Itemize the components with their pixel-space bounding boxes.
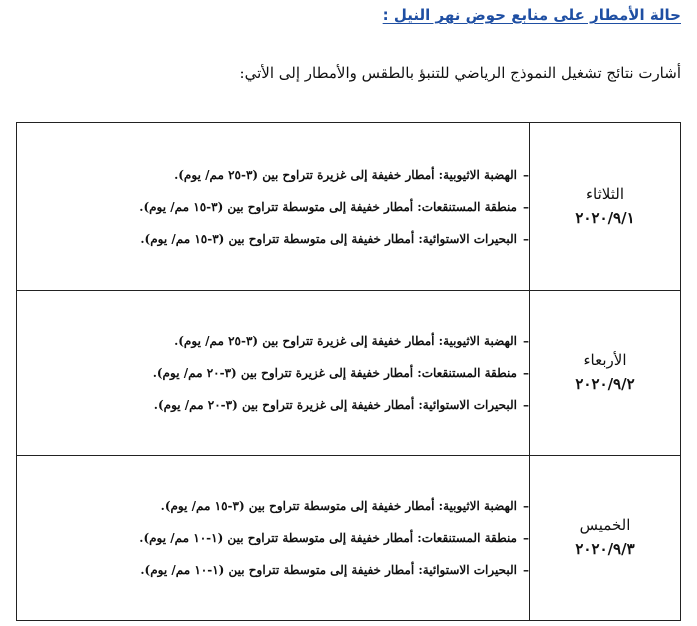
day-date: ٢٠٢٠/٩/٢ — [575, 375, 635, 393]
table-row — [17, 291, 681, 456]
dash-bullet: – — [523, 231, 529, 246]
table-row — [17, 456, 681, 621]
intro-paragraph: أشارت نتائج تشغيل النموذج الرياضي للتنبؤ بالطقس والأمطار إلى الأتي: — [239, 64, 681, 82]
list-item — [17, 554, 529, 586]
list-item-text: الهضبة الاثيوبية: أمطار خفيفة إلى متوسطة تتراوح بين (٣-١٥ مم/ يوم). — [160, 499, 517, 513]
table-row — [17, 123, 681, 291]
details-list — [17, 159, 529, 255]
page-title: حالة الأمطار على منابع حوض نهر النيل : — [382, 6, 681, 24]
list-item — [17, 159, 529, 191]
list-item-text: البحيرات الاستوائية: أمطار خفيفة إلى غزيرة تتراوح بين (٣-٢٠ مم/ يوم). — [153, 398, 517, 412]
list-item — [17, 490, 529, 522]
list-item — [17, 223, 529, 255]
dash-bullet: – — [523, 199, 529, 214]
details-list — [17, 490, 529, 586]
list-item-text: البحيرات الاستوائية: أمطار خفيفة إلى متوسطة تتراوح بين (١-١٠ مم/ يوم). — [140, 563, 517, 577]
day-name: الثلاثاء — [585, 184, 624, 203]
list-item-text: منطقة المستنقعات: أمطار خفيفة إلى متوسطة تتراوح بين (٣-١٥ مم/ يوم). — [139, 199, 517, 214]
list-item — [17, 325, 529, 357]
details-cell — [17, 456, 530, 621]
dash-bullet: – — [523, 499, 529, 513]
dash-bullet: – — [523, 167, 529, 182]
day-date: ٢٠٢٠/٩/١ — [575, 208, 635, 227]
day-cell — [530, 123, 681, 291]
day-date: ٢٠٢٠/٩/٣ — [575, 540, 635, 558]
dash-bullet: – — [523, 398, 529, 412]
dash-bullet: – — [523, 366, 529, 380]
list-item-text: الهضبة الاثيوبية: أمطار خفيفة إلى غزيرة تتراوح بين (٣-٢٥ مم/ يوم). — [174, 334, 517, 348]
day-name: الأربعاء — [583, 351, 627, 369]
list-item — [17, 389, 529, 421]
list-item-text: منطقة المستنقعات: أمطار خفيفة إلى غزيرة تتراوح بين (٣-٢٠ مم/ يوم). — [152, 366, 517, 380]
list-item — [17, 522, 529, 554]
list-item — [17, 191, 529, 223]
list-item-text: منطقة المستنقعات: أمطار خفيفة إلى متوسطة تتراوح بين (١-١٠ مم/ يوم). — [139, 531, 517, 545]
list-item-text: البحيرات الاستوائية: أمطار خفيفة إلى متوسطة تتراوح بين (٣-١٥ مم/ يوم). — [140, 231, 517, 246]
list-item — [17, 357, 529, 389]
list-item-text: الهضبة الاثيوبية: أمطار خفيفة إلى غزيرة تتراوح بين (٣-٢٥ مم/ يوم). — [174, 167, 517, 182]
forecast-table — [16, 122, 681, 621]
dash-bullet: – — [523, 531, 529, 545]
dash-bullet: – — [523, 334, 529, 348]
details-list — [17, 325, 529, 421]
day-cell — [530, 456, 681, 621]
day-cell — [530, 291, 681, 456]
details-cell — [17, 123, 530, 291]
day-name: الخميس — [579, 516, 631, 534]
details-cell — [17, 291, 530, 456]
dash-bullet: – — [523, 563, 529, 577]
